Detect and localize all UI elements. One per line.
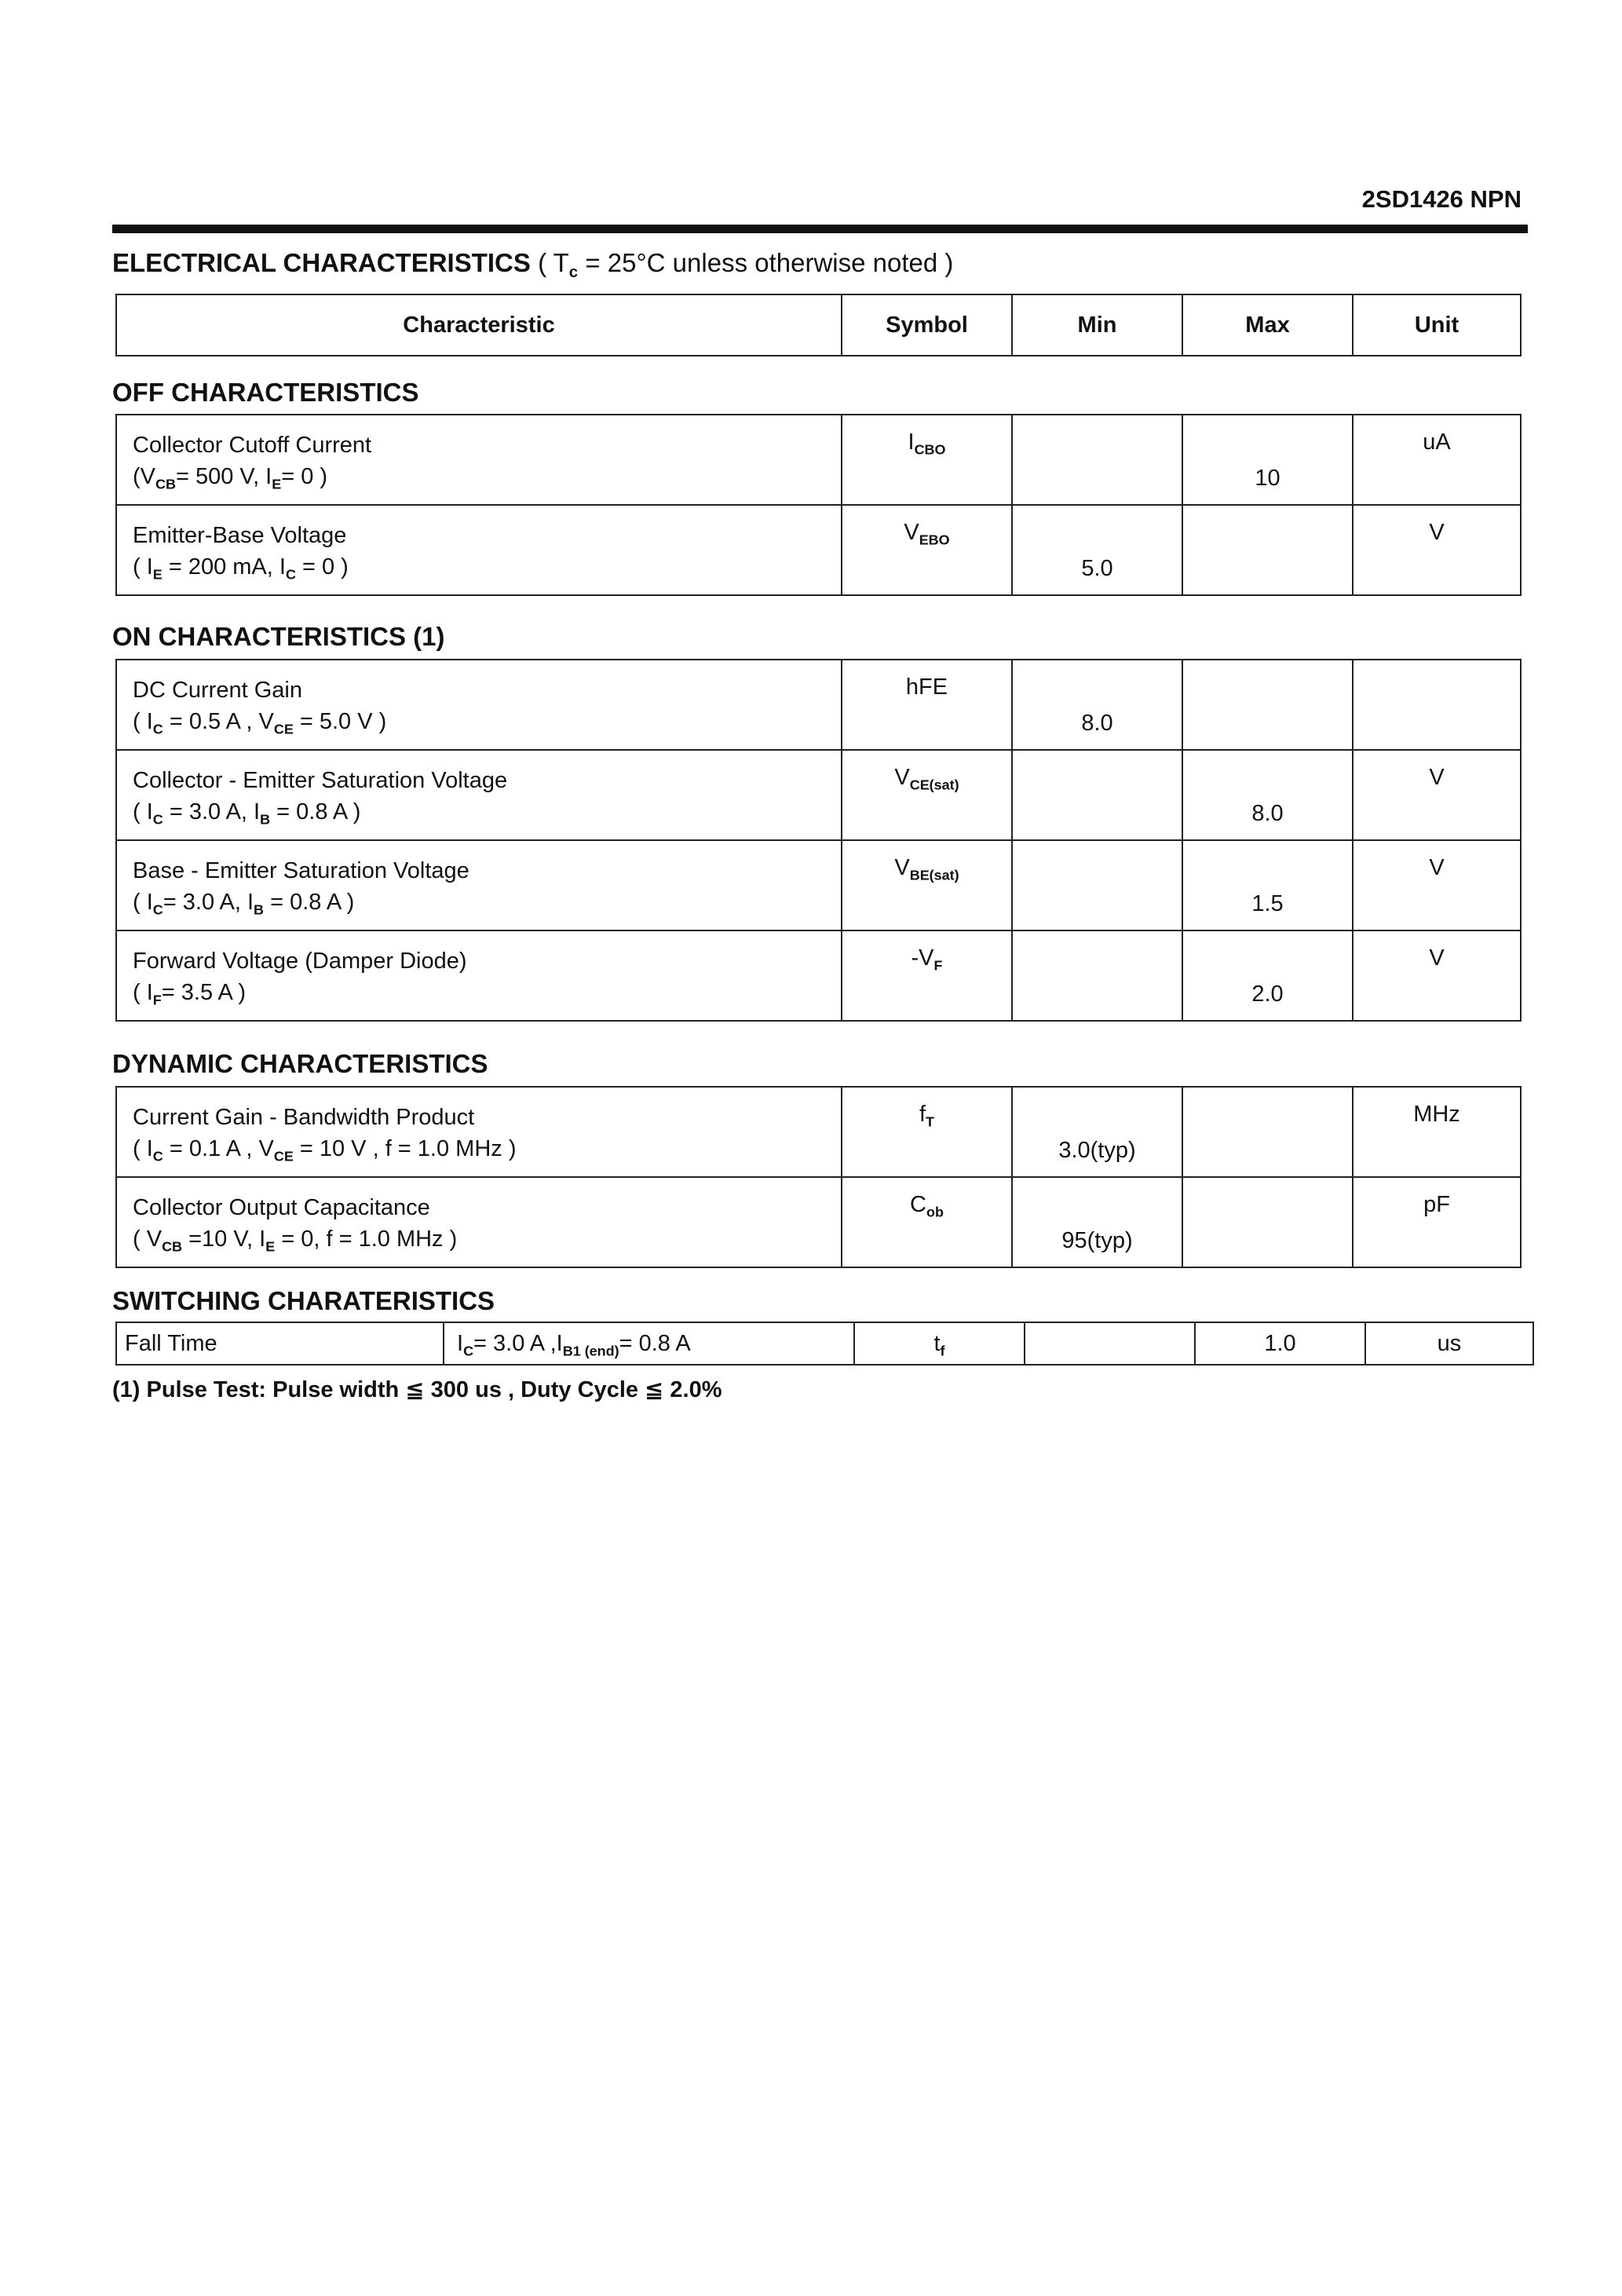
test-condition: ( $I_C = 3.0$ A, $I_B = 0.8$ A ): [133, 799, 361, 828]
table-row: [116, 415, 1521, 505]
max-cell: 8.0: [1182, 750, 1353, 840]
table-row: [116, 840, 1521, 930]
characteristic-name: Emitter-Base Voltage: [133, 523, 347, 548]
test-condition: ( $V_{CB} =10$ V, $I_E = 0$, f = 1.0 MHz ): [133, 1227, 458, 1255]
max-cell: 2.0: [1182, 930, 1353, 1021]
max-cell: 10: [1182, 415, 1353, 505]
test-condition: ( $I_F= 3.5$ A ): [133, 980, 246, 1008]
characteristic-cell: [116, 505, 842, 595]
min-cell: 3.0(typ): [1012, 1087, 1182, 1177]
characteristic-name: Forward Voltage (Damper Diode): [133, 949, 467, 974]
unit-cell: V: [1353, 505, 1521, 595]
max-cell: 1.5: [1182, 840, 1353, 930]
characteristic-name: Base - Emitter Saturation Voltage: [133, 858, 469, 883]
characteristic-name: Collector - Emitter Saturation Voltage: [133, 768, 508, 793]
symbol-cell: $I_{CBO}$: [842, 415, 1012, 505]
fall-time-min: [1025, 1322, 1195, 1365]
header-unit: Unit: [1353, 294, 1521, 356]
min-cell: 95(typ): [1012, 1177, 1182, 1267]
title-heading: ELECTRICAL CHARACTERISTICS: [112, 248, 531, 277]
header-symbol: Symbol: [842, 294, 1012, 356]
fall-time-max: 1.0: [1195, 1322, 1365, 1365]
off-characteristics-table: [115, 414, 1522, 596]
characteristic-cell: [116, 750, 842, 840]
symbol-cell: $V_{CE(sat)}$: [842, 750, 1012, 840]
test-condition: ( $I_E = 200$ mA, $I_C = 0$ ): [133, 554, 349, 583]
table-row: [116, 930, 1521, 1021]
unit-cell: uA: [1353, 415, 1521, 505]
header-rule: [112, 225, 1528, 233]
test-condition: ($V_{CB}= 500$ V, $I_E= 0$ ): [133, 464, 328, 492]
symbol-cell: $C_{ob}$: [842, 1177, 1012, 1267]
header-characteristic: Characteristic: [116, 294, 842, 356]
fall-time-label: Fall Time: [116, 1322, 444, 1365]
table-row: [116, 1087, 1521, 1177]
characteristic-name: DC Current Gain: [133, 678, 302, 703]
dynamic-characteristics-heading: DYNAMIC CHARACTERISTICS: [112, 1049, 488, 1078]
table-row: [116, 750, 1521, 840]
on-characteristics-heading: ON CHARACTERISTICS (1): [112, 622, 445, 651]
unit-cell: pF: [1353, 1177, 1521, 1267]
section-title: ELECTRICAL CHARACTERISTICS ( $T_c = 25^\circ C$ unless otherwise noted ): [112, 248, 954, 282]
symbol-cell: $-V_F$: [842, 930, 1012, 1021]
footnote: (1) Pulse Test: Pulse width ≦ 300 us , Duty Cycle ≦ 2.0%: [112, 1377, 722, 1402]
fall-time-condition: $I_C= 3.0$ A $,I_{B1 (end)}= 0.8$ A: [444, 1322, 854, 1365]
dynamic-characteristics-table: [115, 1086, 1522, 1268]
test-condition: ( $I_C = 0.1$ A , $V_{CE} = 10$ V , f = 1.0 MHz ): [133, 1136, 517, 1164]
header-max: Max: [1182, 294, 1353, 356]
table-row: [116, 1177, 1521, 1267]
unit-cell: [1353, 660, 1521, 750]
table-row: [116, 505, 1521, 595]
test-condition: ( $I_C= 3.0$ A, $I_B = 0.8$ A ): [133, 890, 355, 918]
unit-cell: MHz: [1353, 1087, 1521, 1177]
header-table: [115, 294, 1522, 356]
min-cell: [1012, 415, 1182, 505]
characteristic-cell: [116, 415, 842, 505]
symbol-cell: $V_{EBO}$: [842, 505, 1012, 595]
max-cell: [1182, 1087, 1353, 1177]
unit-cell: V: [1353, 750, 1521, 840]
max-cell: [1182, 505, 1353, 595]
min-cell: [1012, 840, 1182, 930]
table-row: [116, 660, 1521, 750]
min-cell: [1012, 750, 1182, 840]
symbol-cell: hFE: [842, 660, 1012, 750]
max-cell: [1182, 1177, 1353, 1267]
header-min: Min: [1012, 294, 1182, 356]
unit-cell: V: [1353, 840, 1521, 930]
characteristic-cell: [116, 1087, 842, 1177]
switching-characteristics-table: [115, 1322, 1534, 1366]
fall-time-symbol: $t_f$: [854, 1322, 1025, 1365]
characteristic-name: Collector Cutoff Current: [133, 433, 372, 458]
characteristic-cell: [116, 840, 842, 930]
off-characteristics-heading: OFF CHARACTERISTICS: [112, 378, 419, 407]
test-condition: ( $I_C = 0.5$ A , $V_{CE} = 5.0$ V ): [133, 709, 387, 737]
fall-time-unit: us: [1365, 1322, 1533, 1365]
on-characteristics-table: [115, 659, 1522, 1022]
characteristic-cell: [116, 930, 842, 1021]
characteristic-name: Current Gain - Bandwidth Product: [133, 1105, 475, 1130]
characteristic-cell: [116, 1177, 842, 1267]
characteristic-name: Collector Output Capacitance: [133, 1195, 430, 1220]
max-cell: [1182, 660, 1353, 750]
part-number: 2SD1426 NPN: [1361, 185, 1522, 213]
symbol-cell: $V_{BE(sat)}$: [842, 840, 1012, 930]
unit-cell: V: [1353, 930, 1521, 1021]
min-cell: [1012, 930, 1182, 1021]
min-cell: 5.0: [1012, 505, 1182, 595]
switching-characteristics-heading: SWITCHING CHARATERISTICS: [112, 1286, 495, 1315]
characteristic-cell: [116, 660, 842, 750]
symbol-cell: $f_T$: [842, 1087, 1012, 1177]
min-cell: 8.0: [1012, 660, 1182, 750]
